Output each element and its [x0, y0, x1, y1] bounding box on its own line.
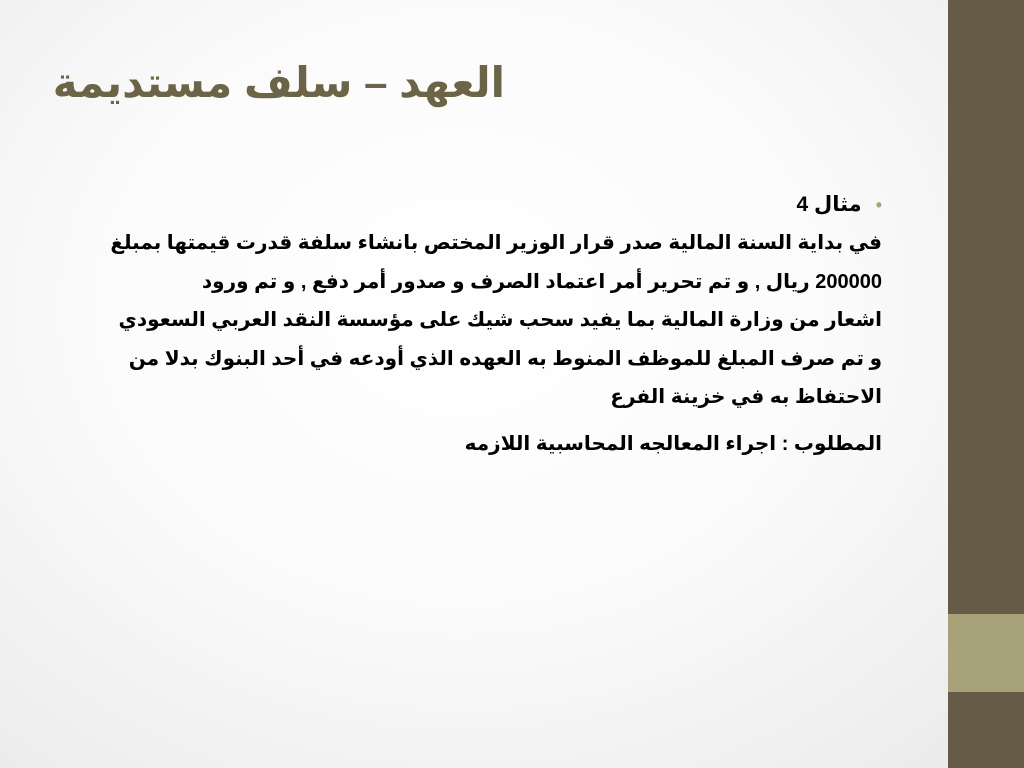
- bullet-text: مثال 4: [796, 193, 862, 216]
- bullet-item: [60, 186, 882, 224]
- paragraph-line: في بداية السنة المالية صدر قرار الوزير المختص بانشاء سلفة قدرت قيمتها بمبلغ: [110, 232, 882, 254]
- required-statement: المطلوب : اجراء المعالجه المحاسبية اللازمه: [464, 432, 882, 455]
- decorative-sidebar-accent: [948, 614, 1024, 692]
- paragraph-line: و تم صرف المبلغ للموظف المنوط به العهده الذي أودعه في أحد البنوك بدلا من: [128, 347, 882, 370]
- slide-content: [60, 186, 882, 463]
- slide-title: العهد – سلف مستديمة: [52, 59, 505, 106]
- bullet-dot-icon: •: [875, 195, 882, 215]
- paragraph-line: الاحتفاظ به في خزينة الفرع: [610, 386, 882, 408]
- paragraph-line: اشعار من وزارة المالية بما يفيد سحب شيك على مؤسسة النقد العربي السعودي: [118, 309, 882, 331]
- example-paragraph: [60, 224, 882, 417]
- paragraph-line: 200000 ريال , و تم تحرير أمر اعتماد الصرف و صدور أمر دفع , و تم ورود: [201, 270, 882, 293]
